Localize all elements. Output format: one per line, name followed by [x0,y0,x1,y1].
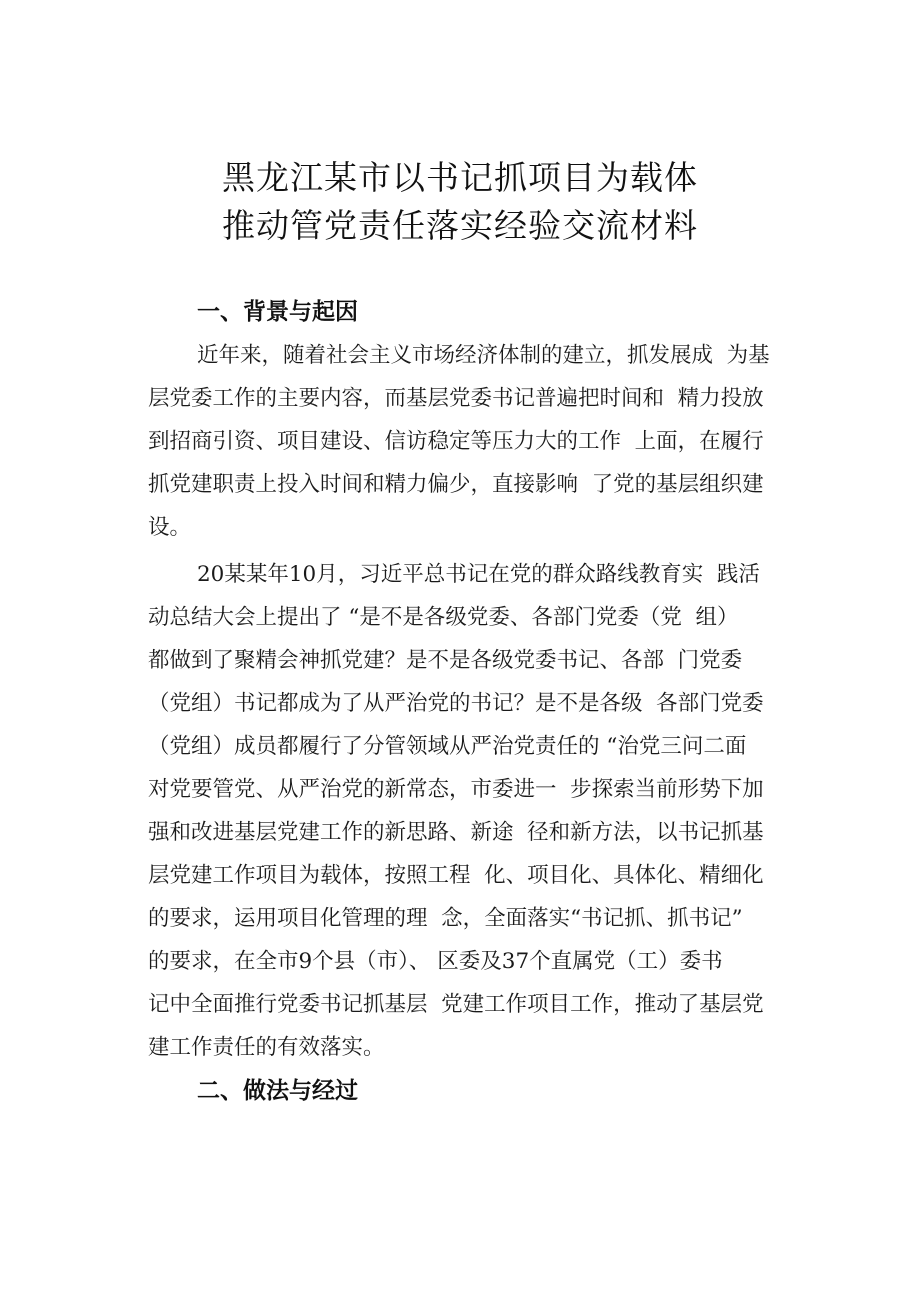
document-title-line-1: 黑龙江某市以书记抓项目为载体 [222,158,698,197]
document-title-line-2: 推动管党责任落实经验交流材料 [222,206,698,245]
paragraph-line: 记中全面推行党委书记抓基层 党建工作项目工作，推动了基层党 [148,992,764,1017]
paragraph-line: 层党委工作的主要内容，而基层党委书记普遍把时间和 精力投放 [148,386,764,411]
paragraph-line: 20某某年10月，习近平总书记在党的群众路线教育实 践活 [197,562,760,587]
paragraph-line: 设。 [148,515,192,540]
section-heading-background: 一、背景与起因 [197,299,358,325]
paragraph-line: 近年来，随着社会主义市场经济体制的建立，抓发展成 为基 [197,343,770,368]
paragraph-line: 强和改进基层党建工作的新思路、新途 径和新方法，以书记抓基 [148,820,764,845]
paragraph-line: 对党要管党、从严治党的新常态，市委进一 步探索当前形势下加 [148,777,764,802]
section-heading-methods: 二、做法与经过 [197,1078,358,1104]
paragraph-line: 都做到了聚精会神抓党建？是不是各级党委书记、各部 门党委 [148,648,743,673]
paragraph-line: （党组）书记都成为了从严治党的书记？是不是各级 各部门党委 [148,691,764,716]
paragraph-line: 层党建工作项目为载体，按照工程 化、项目化、具体化、精细化 [148,863,764,888]
paragraph-line: 的要求，在全市9个县（市）、 区委及37个直属党（工）委书 [148,949,723,974]
paragraph-line: 动总结大会上提出了 “是不是各级党委、各部门党委（党 组） [148,605,739,630]
paragraph-line: 建工作责任的有效落实。 [148,1035,385,1060]
paragraph-line: 抓党建职责上投入时间和精力偏少，直接影响 了党的基层组织建 [148,472,764,497]
paragraph-line: （党组）成员都履行了分管领域从严治党责任的 “治党三问二面 [148,734,747,759]
paragraph-line: 的要求，运用项目化管理的理 念，全面落实“书记抓、抓书记” [148,906,743,931]
paragraph-line: 到招商引资、项目建设、信访稳定等压力大的工作 上面，在履行 [148,429,764,454]
